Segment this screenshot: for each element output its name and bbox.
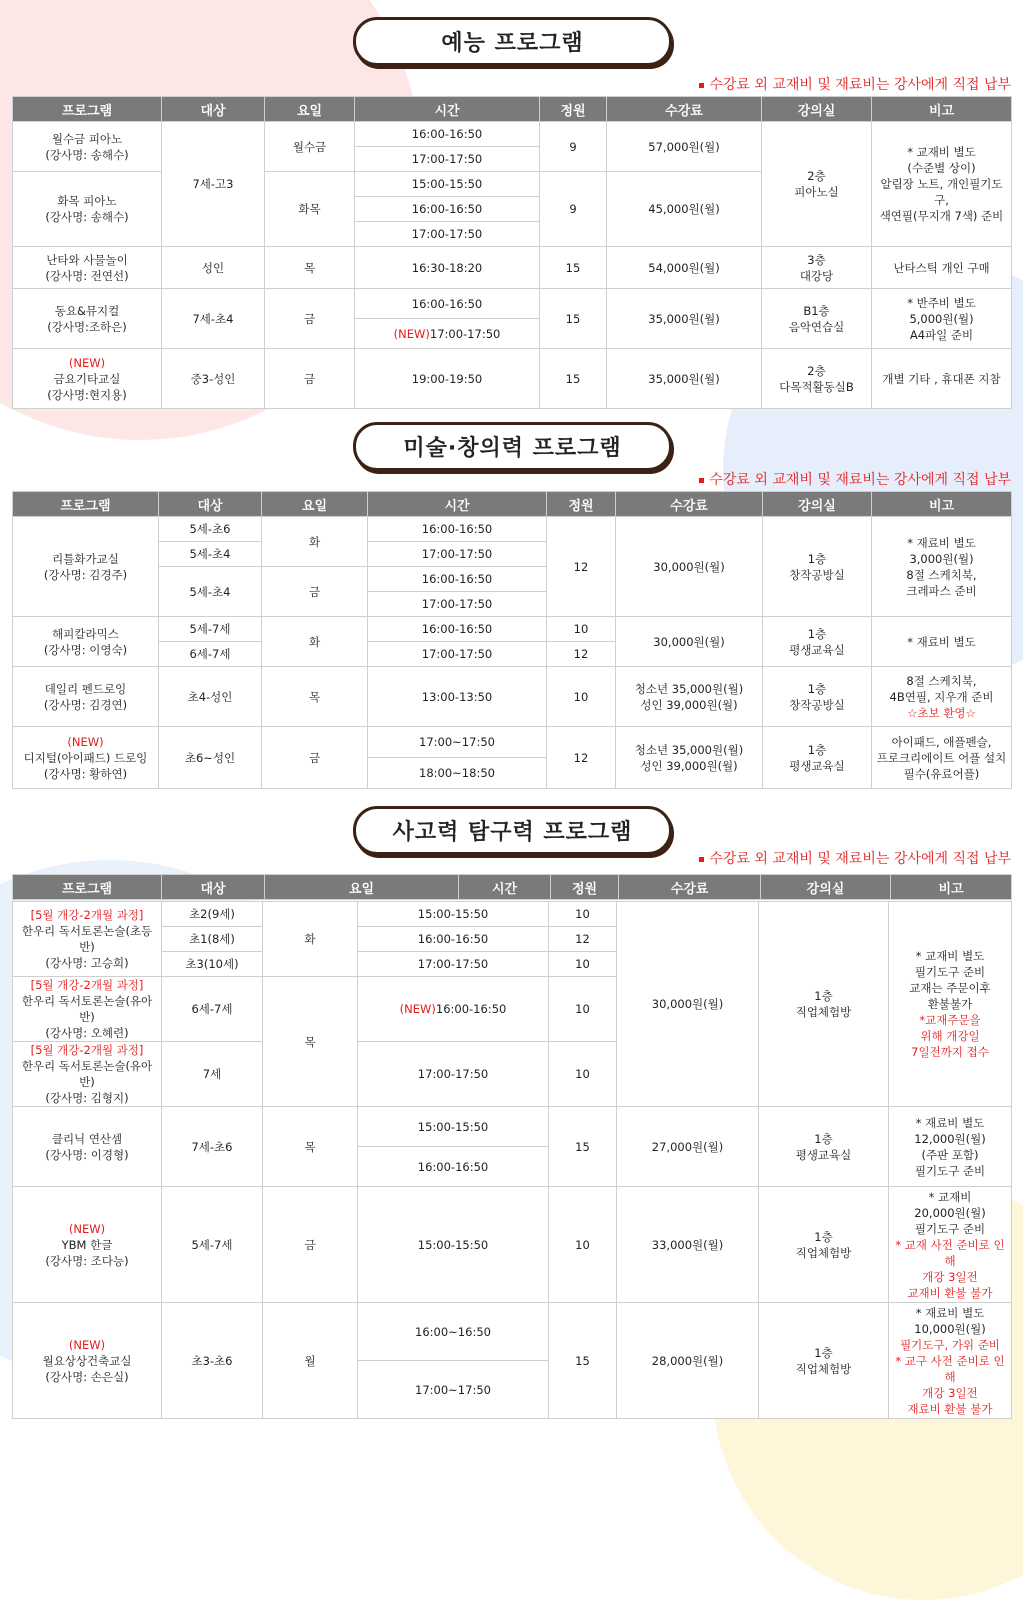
table-row: 해피칼라믹스 (강사명: 이영숙) 5세-7세 화 16:00-16:50 10 30,000원(월) 1층 평생교육실 * 재료비 별도 (13, 617, 1012, 642)
section-title: 사고력 탐구력 프로그램 (353, 806, 672, 855)
table-header-row: 프로그램 대상 요일 시간 정원 수강료 강의실 비고 (13, 97, 1012, 122)
table-row: (NEW) 금요기타교실 (강사명:현지용) 중3-성인 금 19:00-19:50 15 35,000원(월) 2층 다목적활동실B 개별 기타 , 휴대폰 지참 (13, 349, 1012, 409)
fee-notice: 수강료 외 교재비 및 재료비는 강사에게 직접 납부 (699, 848, 1011, 868)
table-row: (NEW) 디지털(아이패드) 드로잉 (강사명: 황하연) 초6~성인 금 17:00~17:50 12 청소년 35,000원(월) 성인 39,000원(월) 1층 평생교육실 아이패드, 애플펜슬, 프로크리에이트 어플 설치 필수(유료어플) (13, 727, 1012, 758)
table-row: 리틀화가교실 (강사명: 김경주) 5세-초6 화 16:00-16:50 12 30,000원(월) 1층 창작공방실 * 재료비 별도 3,000원(월) 8절 스케치북, 크레파스 준비 (13, 517, 1012, 542)
table-row: [5월 개강-2개월 과정] 한우리 독서토론논술(유아반) (강사명: 김형지) 7세 17:00-17:50 10 (13, 1042, 1012, 1107)
table-row: 동요&뮤지컬 (강사명:조하은) 7세-초4 금 16:00-16:50 15 35,000원(월) B1층 음악연습실 * 반주비 별도 5,000원(월) A4파일 준비 (13, 289, 1012, 319)
table-row: [5월 개강-2개월 과정] 한우리 독서토론논술(유아반) (강사명: 오혜련) 6세-7세 목 (NEW)16:00-16:50 10 (13, 977, 1012, 1042)
table-row: 화목 피아노 (강사명: 송해수) 화목 15:00-15:50 9 45,000원(월) (13, 172, 1012, 197)
schedule-table: 프로그램 대상 요일 시간 정원 수강료 강의실 비고 월수금 피아노 (강사명: 송해수) 7세-고3 월수금 16:00-16:50 9 57,000원(월) 2층 피아노실 * 교재비 별도 (수준별 상이) 알림장 노트, 개인필기도구, 색연필(무지개 7색) 준비 17:00-17:50 화목 피아노 (강사명: 송해수) 화목 15:00-15:50 9 45,000원(월) 16:00-16:50 17:00-17:50 난타와 사물놀이 (강사명: 전연선) 성인 목 16:30-18:20 15 54,000원(월) 3층 대강당 난타스틱 개인 구매 동요&뮤지컬 (강사명:조하은) 7세-초4 금 16:00-16:50 15 35,000원(월) B1층 음악연습실 * 반주비 별도 5,000원(월) A4파일 준비 (NEW)17:00-17:50 (NEW) 금요기타교실 (강사명:현지용) 중3-성인 금 19:00-19:50 15 35,000원(월) 2층 다목적활동실B 개별 기타 , 휴대폰 지참 (12, 96, 1012, 409)
fee-notice: 수강료 외 교재비 및 재료비는 강사에게 직접 납부 (699, 469, 1011, 489)
schedule-table: 프로그램 대상 요일 시간 정원 수강료 강의실 비고 리틀화가교실 (강사명: 김경주) 5세-초6 화 16:00-16:50 12 30,000원(월) 1층 창작공방실 * 재료비 별도 3,000원(월) 8절 스케치북, 크레파스 준비 5세-초4 17:00-17:50 5세-초4 금 16:00-16:50 17:00-17:50 해피칼라믹스 (강사명: 이영숙) 5세-7세 화 16:00-16:50 10 30,000원(월) 1층 평생교육실 * 재료비 별도 6세-7세 17:00-17:50 12 데일리 펜드로잉 (강사명: 김경연) 초4-성인 목 13:00-13:50 10 청소년 35,000원(월) 성인 39,000원(월) 1층 창작공방실 8절 스케치북, 4B연필, 지우개 준비 ☆초보 환영☆ (NEW) 디지털(아이패드) 드로잉 (강사명: 황하연) 초6~성인 금 17:00~17:50 12 청소년 35,000원(월) 성인 39,000원(월) 1층 평생교육실 아이패드, 애플펜슬, 프로크리에이트 어플 설치 필수(유료어플) 18:00~18:50 (12, 491, 1012, 789)
section-title: 예능 프로그램 (353, 17, 672, 66)
section-title: 미술·창의력 프로그램 (353, 422, 672, 471)
table-row: [5월 개강-2개월 과정] 한우리 독서토론논술(초등반) (강사명: 고승희) 초2(9세) 화 15:00-15:50 10 30,000원(월) 1층 직업체험방 * 교재비 별도 필기도구 준비 교재는 주문이후 환불불가 *교재주문을 위해 개강일 7일전까지 접수 (13, 902, 1012, 927)
table-row: 월수금 피아노 (강사명: 송해수) 7세-고3 월수금 16:00-16:50 9 57,000원(월) 2층 피아노실 * 교재비 별도 (수준별 상이) 알림장 노트, 개인필기도구, 색연필(무지개 7색) 준비 (13, 122, 1012, 147)
table-row: 데일리 펜드로잉 (강사명: 김경연) 초4-성인 목 13:00-13:50 10 청소년 35,000원(월) 성인 39,000원(월) 1층 창작공방실 8절 스케치북, 4B연필, 지우개 준비 ☆초보 환영☆ (13, 667, 1012, 727)
table-header-row: 프로그램 대상 요일 시간 정원 수강료 강의실 비고 (13, 492, 1012, 517)
table-header-row: 프로그램 대상 요일 시간 정원 수강료 강의실 비고 (13, 875, 1012, 900)
schedule-table (12, 874, 1012, 900)
fee-notice: 수강료 외 교재비 및 재료비는 강사에게 직접 납부 (699, 74, 1011, 94)
table-row: (NEW) YBM 한글 (강사명: 조다능) 5세-7세 금 15:00-15:50 10 33,000원(월) 1층 직업체험방 * 교재비 20,000원(월) 필기도구 준비 * 교재 사전 준비로 인해 개강 3일전 교재비 환불 불가 (13, 1187, 1012, 1303)
schedule-table-body: [5월 개강-2개월 과정] 한우리 독서토론논술(초등반) (강사명: 고승희) 초2(9세) 화 15:00-15:50 10 30,000원(월) 1층 직업체험방 * 교재비 별도 필기도구 준비 교재는 주문이후 환불불가 *교재주문을 위해 개강일 7일전까지 접수 초1(8세) 16:00-16:50 12 초3(10세) 17:00-17:50 10 [5월 개강-2개월 과정] 한우리 독서토론논술(유아반) (강사명: 오혜련) 6세-7세 목 (NEW)16:00-16:50 10 [5월 개강-2개월 과정] 한우리 독서토론논술(유아반) (강사명: 김형지) 7세 17:00-17:50 10 클리닉 연산셈 (강사명: 이경형) 7세-초6 목 15:00-15:50 15 27,000원(월) 1층 평생교육실 * 재료비 별도 12,000원(월) (주판 포함) 필기도구 준비 16:00-16:50 (NEW) YBM 한글 (강사명: 조다능) 5세-7세 금 15:00-15:50 10 33,000원(월) 1층 직업체험방 * 교재비 20,000원(월) 필기도구 준비 * 교재 사전 준비로 인해 개강 3일전 교재비 환불 불가 (NEW) 월요상상건축교실 (강사명: 손은실) 초3-초6 월 16:00~16:50 15 28,000원(월) 1층 직업체험방 * 재료비 별도 10,000원(월) 필기도구, 가위 준비 * 교구 사전 준비로 인해 개강 3일전 재료비 환불 불가 17:00~17:50 (12, 901, 1012, 1419)
table-row: 클리닉 연산셈 (강사명: 이경형) 7세-초6 목 15:00-15:50 15 27,000원(월) 1층 평생교육실 * 재료비 별도 12,000원(월) (주판 포함) 필기도구 준비 (13, 1107, 1012, 1147)
table-row: 난타와 사물놀이 (강사명: 전연선) 성인 목 16:30-18:20 15 54,000원(월) 3층 대강당 난타스틱 개인 구매 (13, 247, 1012, 289)
table-row: (NEW) 월요상상건축교실 (강사명: 손은실) 초3-초6 월 16:00~16:50 15 28,000원(월) 1층 직업체험방 * 재료비 별도 10,000원(월) 필기도구, 가위 준비 * 교구 사전 준비로 인해 개강 3일전 재료비 환불 불가 (13, 1303, 1012, 1361)
